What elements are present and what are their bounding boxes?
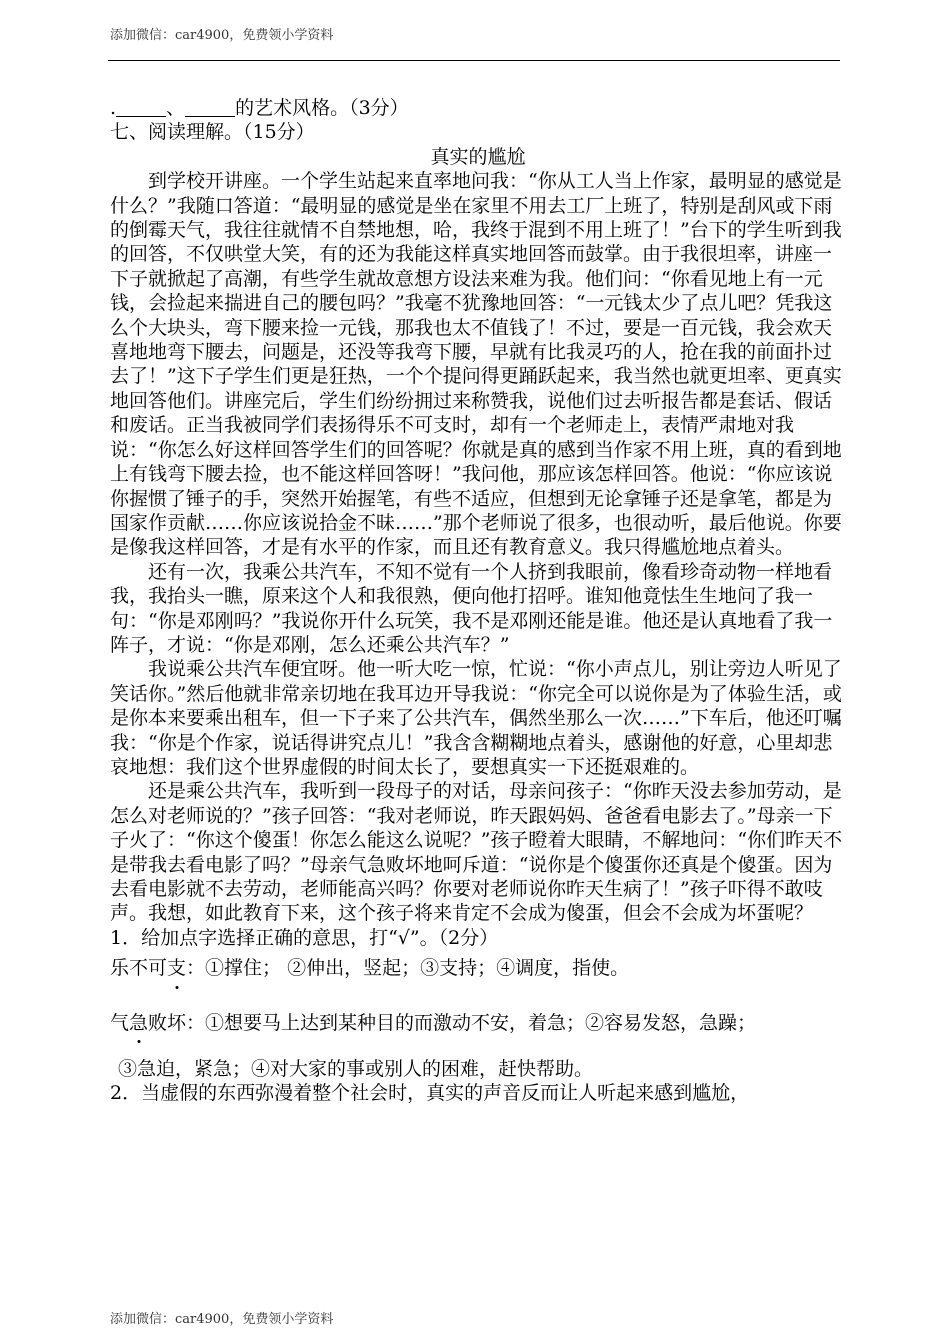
item-1-options: ：①撑住； ②伸出，竖起；③支持；④调度，指使。 <box>186 957 630 980</box>
page-footer: 添加微信：car4900，免费领小学资料 <box>110 1312 334 1327</box>
article-paragraph-2: 还有一次，我乘公共汽车，不知不觉有一个人挤到我眼前，像看珍奇动物一样地看我，我抬头一瞧，原来这个人和我很熟，便向他打招呼。谁知他竟怯生生地问了我一句：“你是邓刚吗？”我说你开什么玩笑，我不是邓刚还能是谁。他还是认真地看了我一阵子，才说：“你是邓刚，怎么还乘公共汽车？” <box>110 560 833 656</box>
dotted-character: 急 <box>129 1011 149 1034</box>
prev-question-separator: 、 <box>166 97 186 119</box>
question-1-item-2 <box>110 1011 846 1035</box>
article-title: 真实的尴尬 <box>430 145 526 168</box>
prev-question-lead: . <box>110 97 117 119</box>
question-1-item-1 <box>110 956 846 980</box>
answer-blank-2[interactable] <box>185 98 235 117</box>
item-2-prefix: 气 <box>110 1011 130 1034</box>
previous-question-tail <box>110 96 846 120</box>
section-heading: 七、阅读理解。（15分） <box>110 121 315 144</box>
page-header: 添加微信：car4900，免费领小学资料 <box>110 28 334 43</box>
question-1-item-2-continued: ③急迫，紧急；④对大家的事或别人的困难，赶快帮助。 <box>118 1058 594 1081</box>
prev-question-text: 的艺术风格。（3分） <box>235 97 409 119</box>
page-content <box>110 96 846 1106</box>
article-paragraph-3: 我说乘公共汽车便宜呀。他一听大吃一惊，忙说：“你小声点儿，别让旁边人听见了笑话你。”然后他就非常亲切地在我耳边开导我说：“你完全可以说你是为了体验生活，或是你本来要乘出租车，但一下子来了公共汽车，偶然坐那么一次……”下车后，他还叮嘱我：“你是个作家，说话得讲究点儿！”我含含糊糊地点着头，感谢他的好意，心里却悲哀地想：我们这个世界虚假的时间太长了，要想真实一下还挺艰难的。 <box>110 658 842 778</box>
article-paragraph-1: 到学校开讲座。一个学生站起来直率地问我：“你从工人当上作家，最明显的感觉是什么？”我随口答道：“最明显的感觉是坐在家里不用去工厂上班了，特别是刮风或下雨的倒霉天气，我往往就情不自禁地想，哈，我终于混到不用上班了！”台下的学生听到我的回答，不仅哄堂大笑，有的还为我能这样真实地回答而鼓掌。由于我很坦率，讲座一下子就掀起了高潮，有些学生就故意想方设法来难为我。他们问：“你看见地上有一元钱，会捡起来揣进自己的腰包吗？”我毫不犹豫地回答：“一元钱太少了点儿吧？凭我这么个大块头，弯下腰来捡一元钱，那我也太不值钱了！不过，要是一百元钱，我会欢天喜地地弯下腰去，问题是，还没等我弯下腰，早就有比我灵巧的人，抢在我的前面扑过去了！”这下子学生们更是狂热，一个个提问得更踊跃起来，我当然也就更坦率、更真实地回答他们。讲座完后，学生们纷纷拥过来称赞我，说他们过去听报告都是套话、假话和废话。正当我被同学们表扬得乐不可支时，却有一个老师走上，表情严肃地对我说：“你怎么好这样回答学生们的回答呢？你就是真的感到当作家不用上班，真的看到地上有钱弯下腰去捡，也不能这样回答呀！”我问他，那应该怎样回答。他说：“你应该说你握惯了锤子的手，突然开始握笔，有些不适应，但想到无论拿锤子还是拿笔，都是为国家作贡献……你应该说拾金不昧……”那个老师说了很多，也很动听，最后他说。你要是像我这样回答，才是有水平的作家，而且还有教育意义。我只得尴尬地点着头。 <box>110 170 842 559</box>
article-paragraph-4: 还是乘公共汽车，我听到一段母子的对话，母亲问孩子：“你昨天没去参加劳动，是怎么对老师说的？”孩子回答：“我对老师说，昨天跟妈妈、爸爸看电影去了。”母亲一下子火了：“你这个傻蛋！你怎么能这么说呢？”孩子瞪着大眼睛，不解地问：“你们昨天不是带我去看电影了吗？”母亲气急败坏地呵斥道：“说你是个傻蛋你还真是个傻蛋。因为去看电影就不去劳动，老师能高兴吗？你要对老师说你昨天生病了！”孩子吓得不敢吱声。我想，如此教育下来，这个孩子将来肯定不会成为傻蛋，但会不会成为坏蛋呢？ <box>110 780 843 925</box>
dotted-character: 支 <box>167 957 187 980</box>
question-1-prompt: 1．给加点字选择正确的意思，打“√”。（2分） <box>110 926 499 949</box>
item-1-prefix: 乐不可 <box>110 957 168 980</box>
header-divider <box>108 60 840 61</box>
question-2-prompt: 2．当虚假的东西弥漫着整个社会时，真实的声音反而让人听起来感到尴尬， <box>110 1082 750 1105</box>
item-2-options: 败坏：①想要马上达到某种目的而激动不安，着急；②容易发怒，急躁； <box>148 1011 757 1034</box>
answer-blank-1[interactable] <box>116 98 166 117</box>
